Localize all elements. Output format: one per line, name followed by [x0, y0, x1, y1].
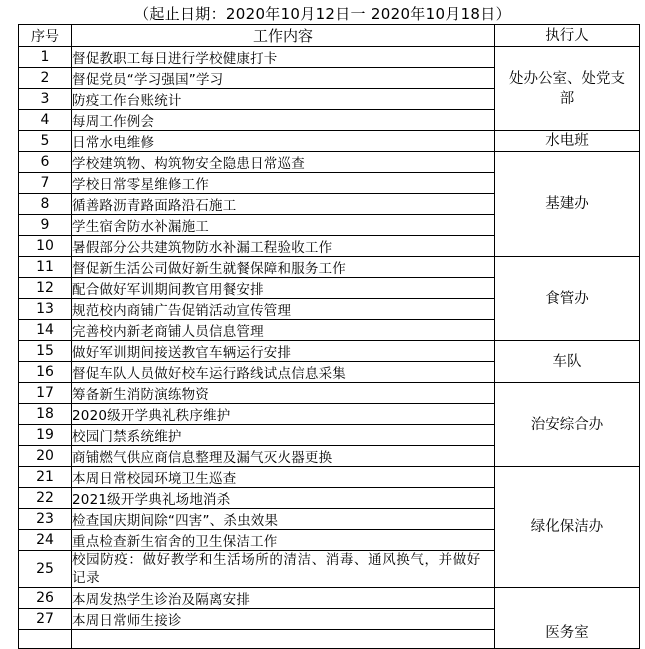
work-content-cell[interactable]: 做好军训期间接送教官车辆运行安排 [72, 341, 495, 362]
header-number[interactable]: 序号 [19, 25, 72, 47]
work-content-cell[interactable]: 学校日常零星维修工作 [72, 173, 495, 194]
row-number-cell[interactable]: 15 [19, 341, 72, 362]
work-content-cell[interactable]: 督促教职工每日进行学校健康打卡 [72, 47, 495, 68]
row-number-cell[interactable]: 2 [19, 68, 72, 89]
row-number-cell[interactable]: 14 [19, 320, 72, 341]
weekly-work-schedule-table [18, 24, 640, 649]
row-number-cell[interactable]: 18 [19, 404, 72, 425]
work-content-cell[interactable]: 筹备新生消防演练物资 [72, 383, 495, 404]
row-number-cell[interactable]: 5 [19, 131, 72, 152]
row-number-cell[interactable]: 9 [19, 215, 72, 236]
executor-cell-water-electric[interactable]: 水电班 [495, 131, 640, 152]
row-number-cell[interactable]: 16 [19, 362, 72, 383]
work-content-cell[interactable]: 本周发热学生诊治及隔离安排 [72, 588, 495, 609]
executor-cell-motorcade[interactable]: 车队 [495, 341, 640, 383]
row-number-cell[interactable]: 23 [19, 509, 72, 530]
row-number-cell[interactable]: 25 [19, 551, 72, 588]
work-content-cell[interactable]: 督促新生活公司做好新生就餐保障和服务工作 [72, 257, 495, 278]
table-row [19, 341, 640, 362]
table-row [19, 383, 640, 404]
work-content-cell[interactable]: 完善校内新老商铺人员信息管理 [72, 320, 495, 341]
table-row [19, 131, 640, 152]
row-number-cell[interactable]: 11 [19, 257, 72, 278]
header-work-content[interactable]: 工作内容 [72, 25, 495, 47]
row-number-cell[interactable]: 1 [19, 47, 72, 68]
work-content-cell[interactable]: 暑假部分公共建筑物防水补漏工程验收工作 [72, 236, 495, 257]
work-content-cell[interactable]: 配合做好军训期间教官用餐安排 [72, 278, 495, 299]
row-number-cell[interactable]: 13 [19, 299, 72, 320]
executor-cell-construction[interactable]: 基建办 [495, 152, 640, 257]
work-content-cell[interactable]: 学校建筑物、构筑物安全隐患日常巡查 [72, 152, 495, 173]
row-number-cell[interactable]: 20 [19, 446, 72, 467]
table-row [19, 47, 640, 68]
row-number-cell[interactable]: 10 [19, 236, 72, 257]
work-content-cell[interactable]: 校园防疫：做好教学和生活场所的清洁、消毒、通风换气，并做好记录 [72, 551, 495, 588]
work-content-cell[interactable]: 规范校内商铺广告促销活动宣传管理 [72, 299, 495, 320]
row-number-cell[interactable]: 22 [19, 488, 72, 509]
work-content-cell[interactable]: 督促党员“学习强国”学习 [72, 68, 495, 89]
table-header-row [19, 25, 640, 47]
executor-cell-clinic[interactable]: 医务室 [495, 588, 640, 649]
work-content-cell[interactable]: 2021级开学典礼场地消杀 [72, 488, 495, 509]
row-number-cell[interactable]: 21 [19, 467, 72, 488]
work-content-cell[interactable] [72, 630, 495, 649]
row-number-cell[interactable]: 27 [19, 609, 72, 630]
table-row [19, 588, 640, 609]
row-number-cell[interactable]: 24 [19, 530, 72, 551]
row-number-cell[interactable]: 8 [19, 194, 72, 215]
work-content-cell[interactable]: 本周日常校园环境卫生巡查 [72, 467, 495, 488]
row-number-cell[interactable]: 19 [19, 425, 72, 446]
work-content-cell[interactable]: 每周工作例会 [72, 110, 495, 131]
executor-cell-office[interactable]: 处办公室、处党支部 [495, 47, 640, 131]
work-content-cell[interactable]: 检查国庆期间除“四害”、杀虫效果 [72, 509, 495, 530]
work-content-cell[interactable]: 本周日常师生接诊 [72, 609, 495, 630]
row-number-cell[interactable]: 4 [19, 110, 72, 131]
header-executor[interactable]: 执行人 [495, 25, 640, 47]
work-content-cell[interactable]: 商铺燃气供应商信息整理及漏气灭火器更换 [72, 446, 495, 467]
work-content-cell[interactable]: 循善路沥青路面路沿石施工 [72, 194, 495, 215]
work-content-cell[interactable]: 2020级开学典礼秩序维护 [72, 404, 495, 425]
row-number-cell[interactable]: 7 [19, 173, 72, 194]
row-number-cell[interactable]: 6 [19, 152, 72, 173]
row-number-cell[interactable]: 3 [19, 89, 72, 110]
work-content-cell[interactable]: 日常水电维修 [72, 131, 495, 152]
date-range-subtitle: （起止日期：2020年10月12日一 2020年10月18日） [134, 5, 511, 23]
row-number-cell[interactable]: 17 [19, 383, 72, 404]
table-row [19, 152, 640, 173]
row-number-cell[interactable]: 12 [19, 278, 72, 299]
row-number-cell[interactable] [19, 630, 72, 649]
work-content-cell[interactable]: 校园门禁系统维护 [72, 425, 495, 446]
work-content-cell[interactable]: 学生宿舍防水补漏施工 [72, 215, 495, 236]
table-row [19, 467, 640, 488]
executor-cell-canteen[interactable]: 食管办 [495, 257, 640, 341]
executor-cell-security[interactable]: 治安综合办 [495, 383, 640, 467]
work-content-cell[interactable]: 重点检查新生宿舍的卫生保洁工作 [72, 530, 495, 551]
executor-cell-greening[interactable]: 绿化保洁办 [495, 467, 640, 588]
row-number-cell[interactable]: 26 [19, 588, 72, 609]
table-row [19, 257, 640, 278]
work-content-cell[interactable]: 督促车队人员做好校车运行路线试点信息采集 [72, 362, 495, 383]
work-content-cell[interactable]: 防疫工作台账统计 [72, 89, 495, 110]
